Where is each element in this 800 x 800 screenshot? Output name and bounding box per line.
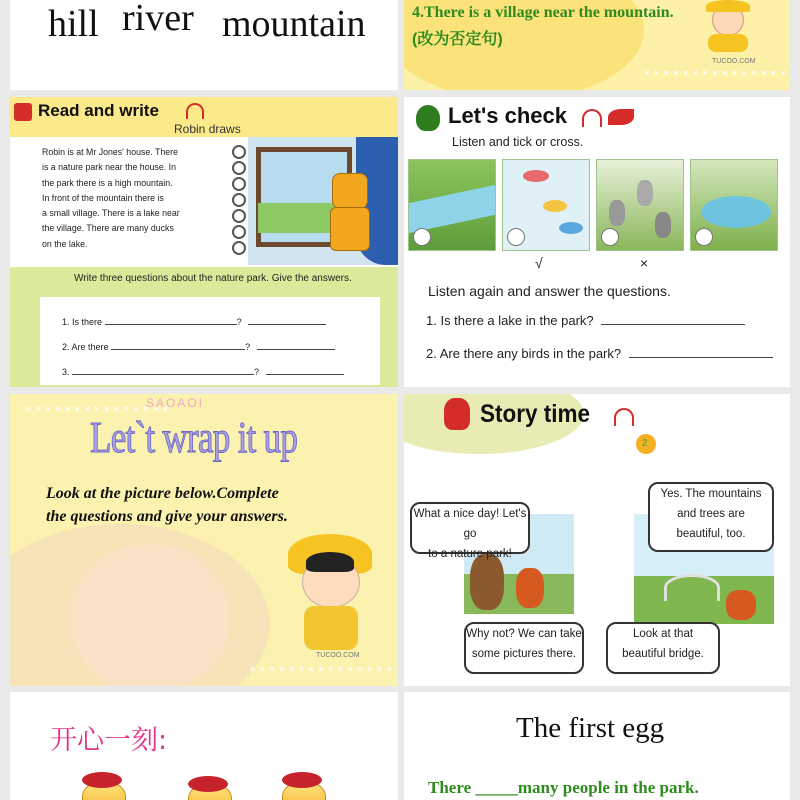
bubble-line: beautiful bridge. [622, 648, 704, 660]
tick-mark: √ [535, 255, 543, 271]
word-river: river [122, 0, 194, 39]
bubble-line: Why not? We can take [466, 628, 582, 640]
robot-robin-illustration [328, 173, 368, 253]
passage-line: the village. There are many ducks [42, 223, 174, 234]
ribbon-icon [82, 772, 122, 788]
answer-radio-6[interactable] [232, 225, 246, 239]
passage-line: a small village. There is a lake near [42, 208, 180, 219]
slide-vocabulary[interactable] [10, 0, 398, 90]
decorative-cross-row: × × × × × × × × × × × × × × × [250, 664, 393, 674]
ribbon-icon [282, 772, 322, 788]
bubble-line: Yes. The mountains [660, 488, 762, 500]
answer-circle[interactable] [413, 228, 431, 246]
line-number: 2. [62, 342, 70, 352]
reading-passage [42, 145, 202, 252]
headphones-icon [186, 103, 204, 119]
bubble-line: and trees are [677, 508, 745, 520]
line-number: 1. [62, 317, 70, 327]
bridge-illustration [664, 574, 720, 601]
question-text: 1. Is there a lake in the park? [426, 313, 594, 328]
photo-birds[interactable] [502, 159, 590, 251]
bubble-line: some pictures there. [471, 648, 577, 660]
listen-again-instruction: Listen again and answer the questions. [428, 283, 671, 299]
cartoon-girl-illustration [280, 534, 380, 664]
bubble-line: What a nice day! Let's go [413, 508, 527, 540]
tucoo-logo: TUCOO.COM [712, 58, 756, 65]
slide-read-and-write[interactable] [10, 97, 398, 387]
passage-line: the park there is a high mountain. [42, 177, 173, 188]
speech-bubble-3 [464, 622, 584, 674]
bubble-line: to a nature park! [428, 548, 512, 560]
headphones-icon [582, 109, 602, 127]
bubble-line: Look at that [632, 628, 694, 640]
answer-radio-4[interactable] [232, 193, 246, 207]
section-title: Read and write [38, 101, 159, 120]
question-line-3[interactable] [62, 367, 344, 377]
answer-radio-1[interactable] [232, 145, 246, 159]
owl-icon [444, 398, 470, 430]
bubble-line: beautiful, too. [676, 528, 746, 540]
speech-bubble-4 [606, 622, 720, 674]
question-2[interactable] [426, 346, 773, 361]
slide-first-egg[interactable] [404, 692, 790, 800]
ribbon-icon [188, 776, 228, 792]
answer-circle[interactable] [695, 228, 713, 246]
passage-line: Robin is at Mr Jones' house. There [42, 147, 178, 157]
answer-circle[interactable] [601, 228, 619, 246]
question-line-2[interactable] [62, 342, 335, 352]
answer-radio-7[interactable] [232, 241, 246, 255]
speech-bubble-2 [648, 482, 774, 552]
page-number: 2 [642, 438, 648, 449]
headphones-icon [614, 408, 634, 426]
passage-line: is a nature park near the house. In [42, 162, 176, 173]
leaf-icon [608, 109, 634, 125]
section-title: Let's check [448, 103, 567, 128]
photo-river[interactable] [408, 159, 496, 251]
question-text: 2. Are there any birds in the park? [426, 346, 622, 361]
cross-mark: × [640, 255, 649, 271]
question-line-1[interactable] [62, 317, 326, 327]
question-1[interactable] [426, 313, 745, 328]
passage-line: In front of the mountain there is [42, 192, 164, 203]
exercise-sentence: 4.There is a village near the mountain. [412, 4, 674, 21]
instruction-line: the questions and give your answers. [46, 508, 288, 525]
speech-bubble-1 [410, 502, 530, 560]
decorative-cross-row: × × × × × × × × × × × × × × × [644, 68, 787, 78]
answer-radio-5[interactable] [232, 209, 246, 223]
decorative-cross-row: × × × × × × × × × × × × × × × [26, 404, 169, 414]
pen-icon [416, 105, 440, 131]
section-subtitle: Robin draws [174, 122, 241, 136]
question-mark: ? [254, 367, 260, 377]
word-hill: hill [48, 3, 99, 45]
window-scene-illustration [248, 137, 398, 265]
line-start: Are there [71, 342, 109, 352]
cartoon-kid-illustration [704, 0, 754, 56]
line-start: Is there [72, 317, 103, 327]
answer-radio-2[interactable] [232, 161, 246, 175]
photo-lake[interactable] [690, 159, 778, 251]
slide-negative-sentence[interactable] [404, 0, 790, 90]
answer-blank[interactable] [629, 357, 773, 358]
exercise-instruction: (改为否定句) [412, 31, 503, 48]
decorative-letters: SAOAOI [146, 396, 205, 410]
instruction-text [46, 482, 288, 528]
photo-rabbits[interactable] [596, 159, 684, 251]
question-mark: ? [245, 342, 251, 352]
question-mark: ? [236, 317, 242, 327]
section-icon [14, 103, 32, 121]
slide-title: The first egg [516, 712, 665, 744]
background-face [70, 544, 230, 686]
line-number: 3. [62, 367, 70, 377]
slide-lets-check[interactable] [404, 97, 790, 387]
instruction-line: Look at the picture below.Complete [46, 485, 279, 502]
section-subtitle: Listen and tick or cross. [452, 135, 584, 149]
answer-blank[interactable] [601, 324, 745, 325]
tucoo-logo: TUCOO.COM [316, 652, 360, 659]
slide-wrap-it-up[interactable] [10, 394, 398, 686]
task-instruction: Write three questions about the nature park. Give the answers. [74, 273, 352, 284]
passage-line: on the lake. [42, 238, 88, 249]
answer-radio-3[interactable] [232, 177, 246, 191]
section-title: Story time [480, 400, 591, 428]
slide-happy-moment[interactable] [10, 692, 398, 800]
slide-story-time[interactable] [404, 394, 790, 686]
word-mountain: mountain [222, 3, 366, 45]
answer-circle[interactable] [507, 228, 525, 246]
fox-illustration [726, 590, 756, 620]
fill-in-sentence[interactable]: There _____many people in the park. [428, 778, 699, 797]
slide-title: Let`t wrap it up [90, 413, 298, 462]
slide-title: 开心一刻: [50, 725, 168, 756]
fox-illustration [516, 568, 544, 608]
